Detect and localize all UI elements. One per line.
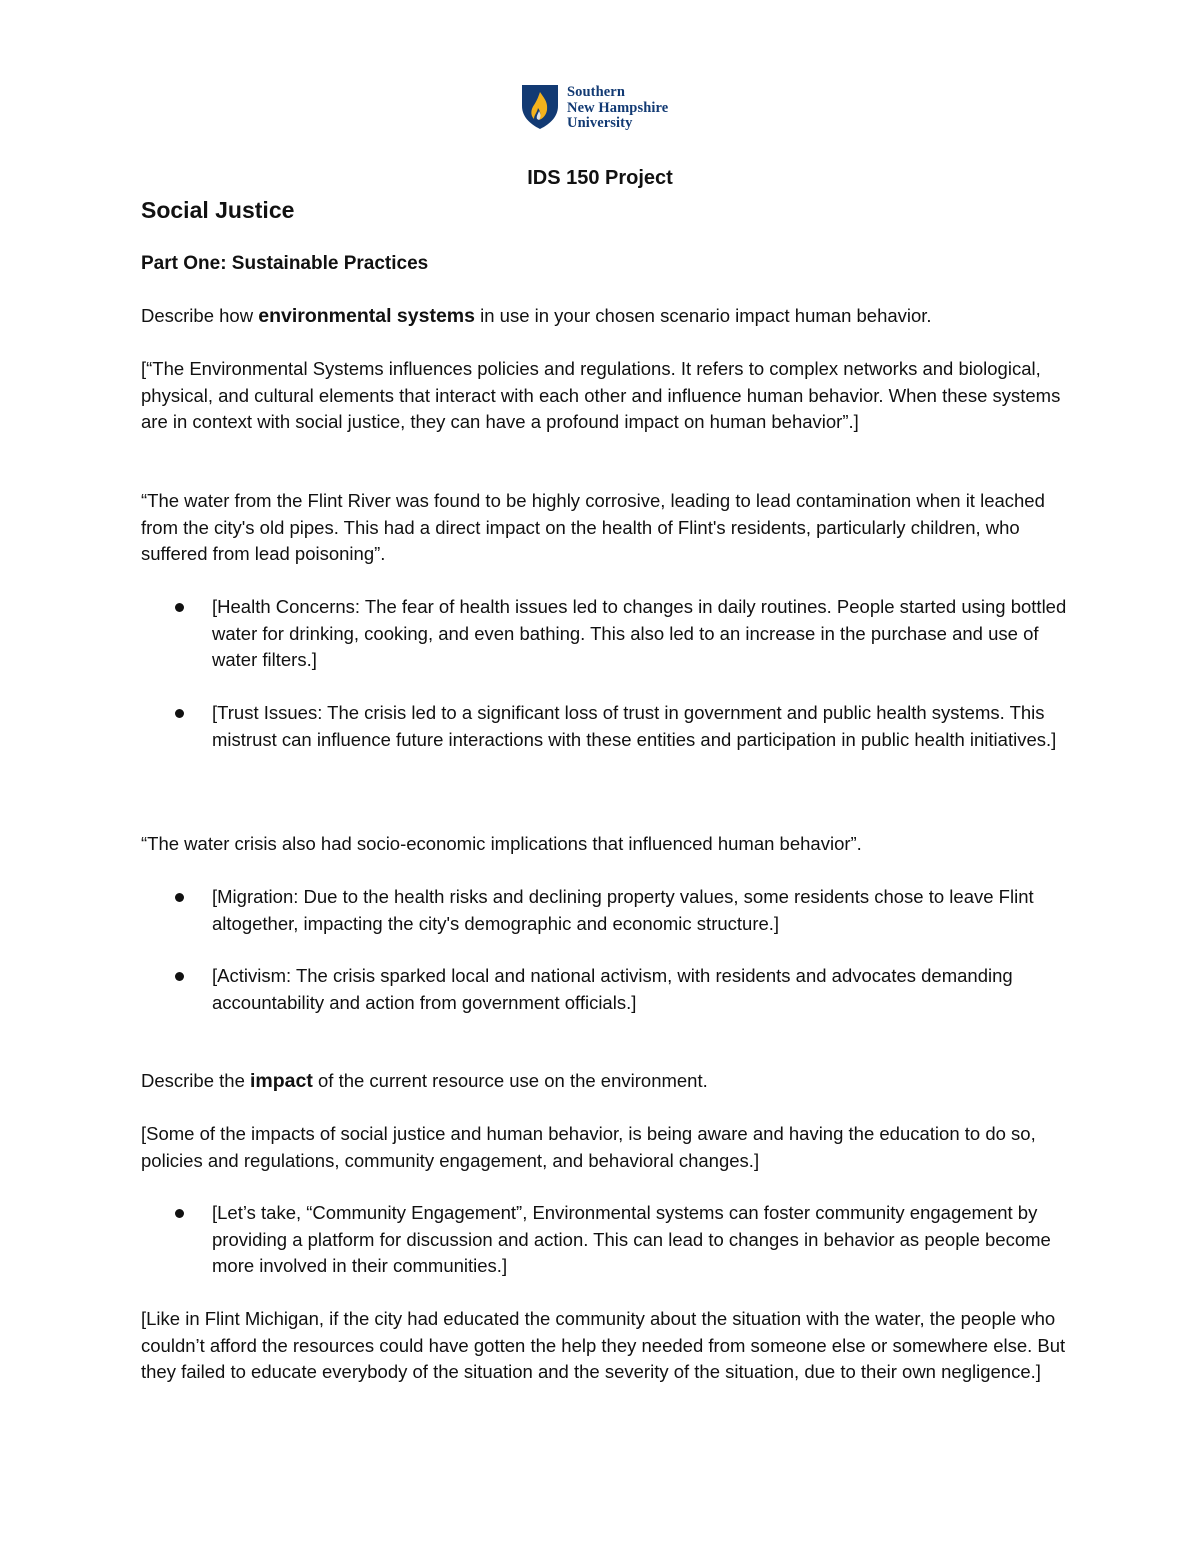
paragraph-flint-michigan: [Like in Flint Michigan, if the city had educated the community about the situation with the water, the people who couldn’t afford the resources could have gotten the help they needed from someone else or somewhere else. But they failed to educate everybody of the situation and the severity of the situation, due to their own negligence.] [141,1308,1066,1383]
question-environmental-systems [141,303,1066,330]
bullet-dot [175,709,184,718]
paragraph-socio-economic: “The water crisis also had socio-economic implications that influenced human behavior”. [141,833,862,854]
bullet-dot [175,972,184,981]
bullet-dot [175,603,184,612]
paragraph-impacts: [Some of the impacts of social justice and human behavior, is being aware and having the education to do so, policies and regulations, community engagement, and behavioral changes.] [141,1123,1036,1171]
question-1-post: in use in your chosen scenario impact human behavior. [474,305,932,326]
logo-line-1: Southern [567,84,626,100]
shield-flame-icon [521,84,559,130]
bullet-dot [175,1209,184,1218]
logo-line-3: University [567,115,633,131]
paragraph-flint-river: “The water from the Flint River was found to be highly corrosive, leading to lead contamination when it leached from the city's old pipes. This had a direct impact on the health of Flint's residents, particularly children, who suffered from lead poisoning”. [141,490,1045,565]
paragraph-environmental-systems: [“The Environmental Systems influences policies and regulations. It refers to complex networks and biological, physical, and cultural elements that interact with each other and influence human behavior. When these systems are in context with social justice, they can have a profound impact on human behavior”.] [141,358,1061,433]
question-1-pre: Describe how [141,305,259,326]
bullet-activism: [Activism: The crisis sparked local and national activism, with residents and advocates demanding accountability and action from government officials.] [212,965,1013,1013]
university-logo [521,84,691,134]
question-2-pre: Describe the [141,1070,250,1091]
section-heading: Social Justice [141,197,295,223]
bullet-migration: [Migration: Due to the health risks and declining property values, some residents chose to leave Flint altogether, impacting the city's demographic and economic structure.] [212,886,1034,934]
question-impact [141,1068,1066,1095]
question-1-bold: environmental systems [258,305,475,327]
question-2-post: of the current resource use on the environment. [312,1070,708,1091]
document-title: IDS 150 Project [527,167,673,189]
part-one-heading: Part One: Sustainable Practices [141,253,429,274]
logo-wordmark [567,85,668,132]
bullet-dot [175,893,184,902]
bullet-trust-issues: [Trust Issues: The crisis led to a significant loss of trust in government and public health systems. This mistrust can influence future interactions with these entities and participation in public health initiatives.] [212,702,1057,750]
logo-line-2: New Hampshire [567,99,669,116]
question-2-bold: impact [250,1070,313,1092]
bullet-health-concerns: [Health Concerns: The fear of health issues led to changes in daily routines. People started using bottled water for drinking, cooking, and even bathing. This also led to an increase in the purchase and use of water filters.] [212,596,1067,671]
bullet-community-engagement: [Let’s take, “Community Engagement”, Environmental systems can foster community engagement by providing a platform for discussion and action. This can lead to changes in behavior as people become more involved in their communities.] [212,1202,1051,1277]
